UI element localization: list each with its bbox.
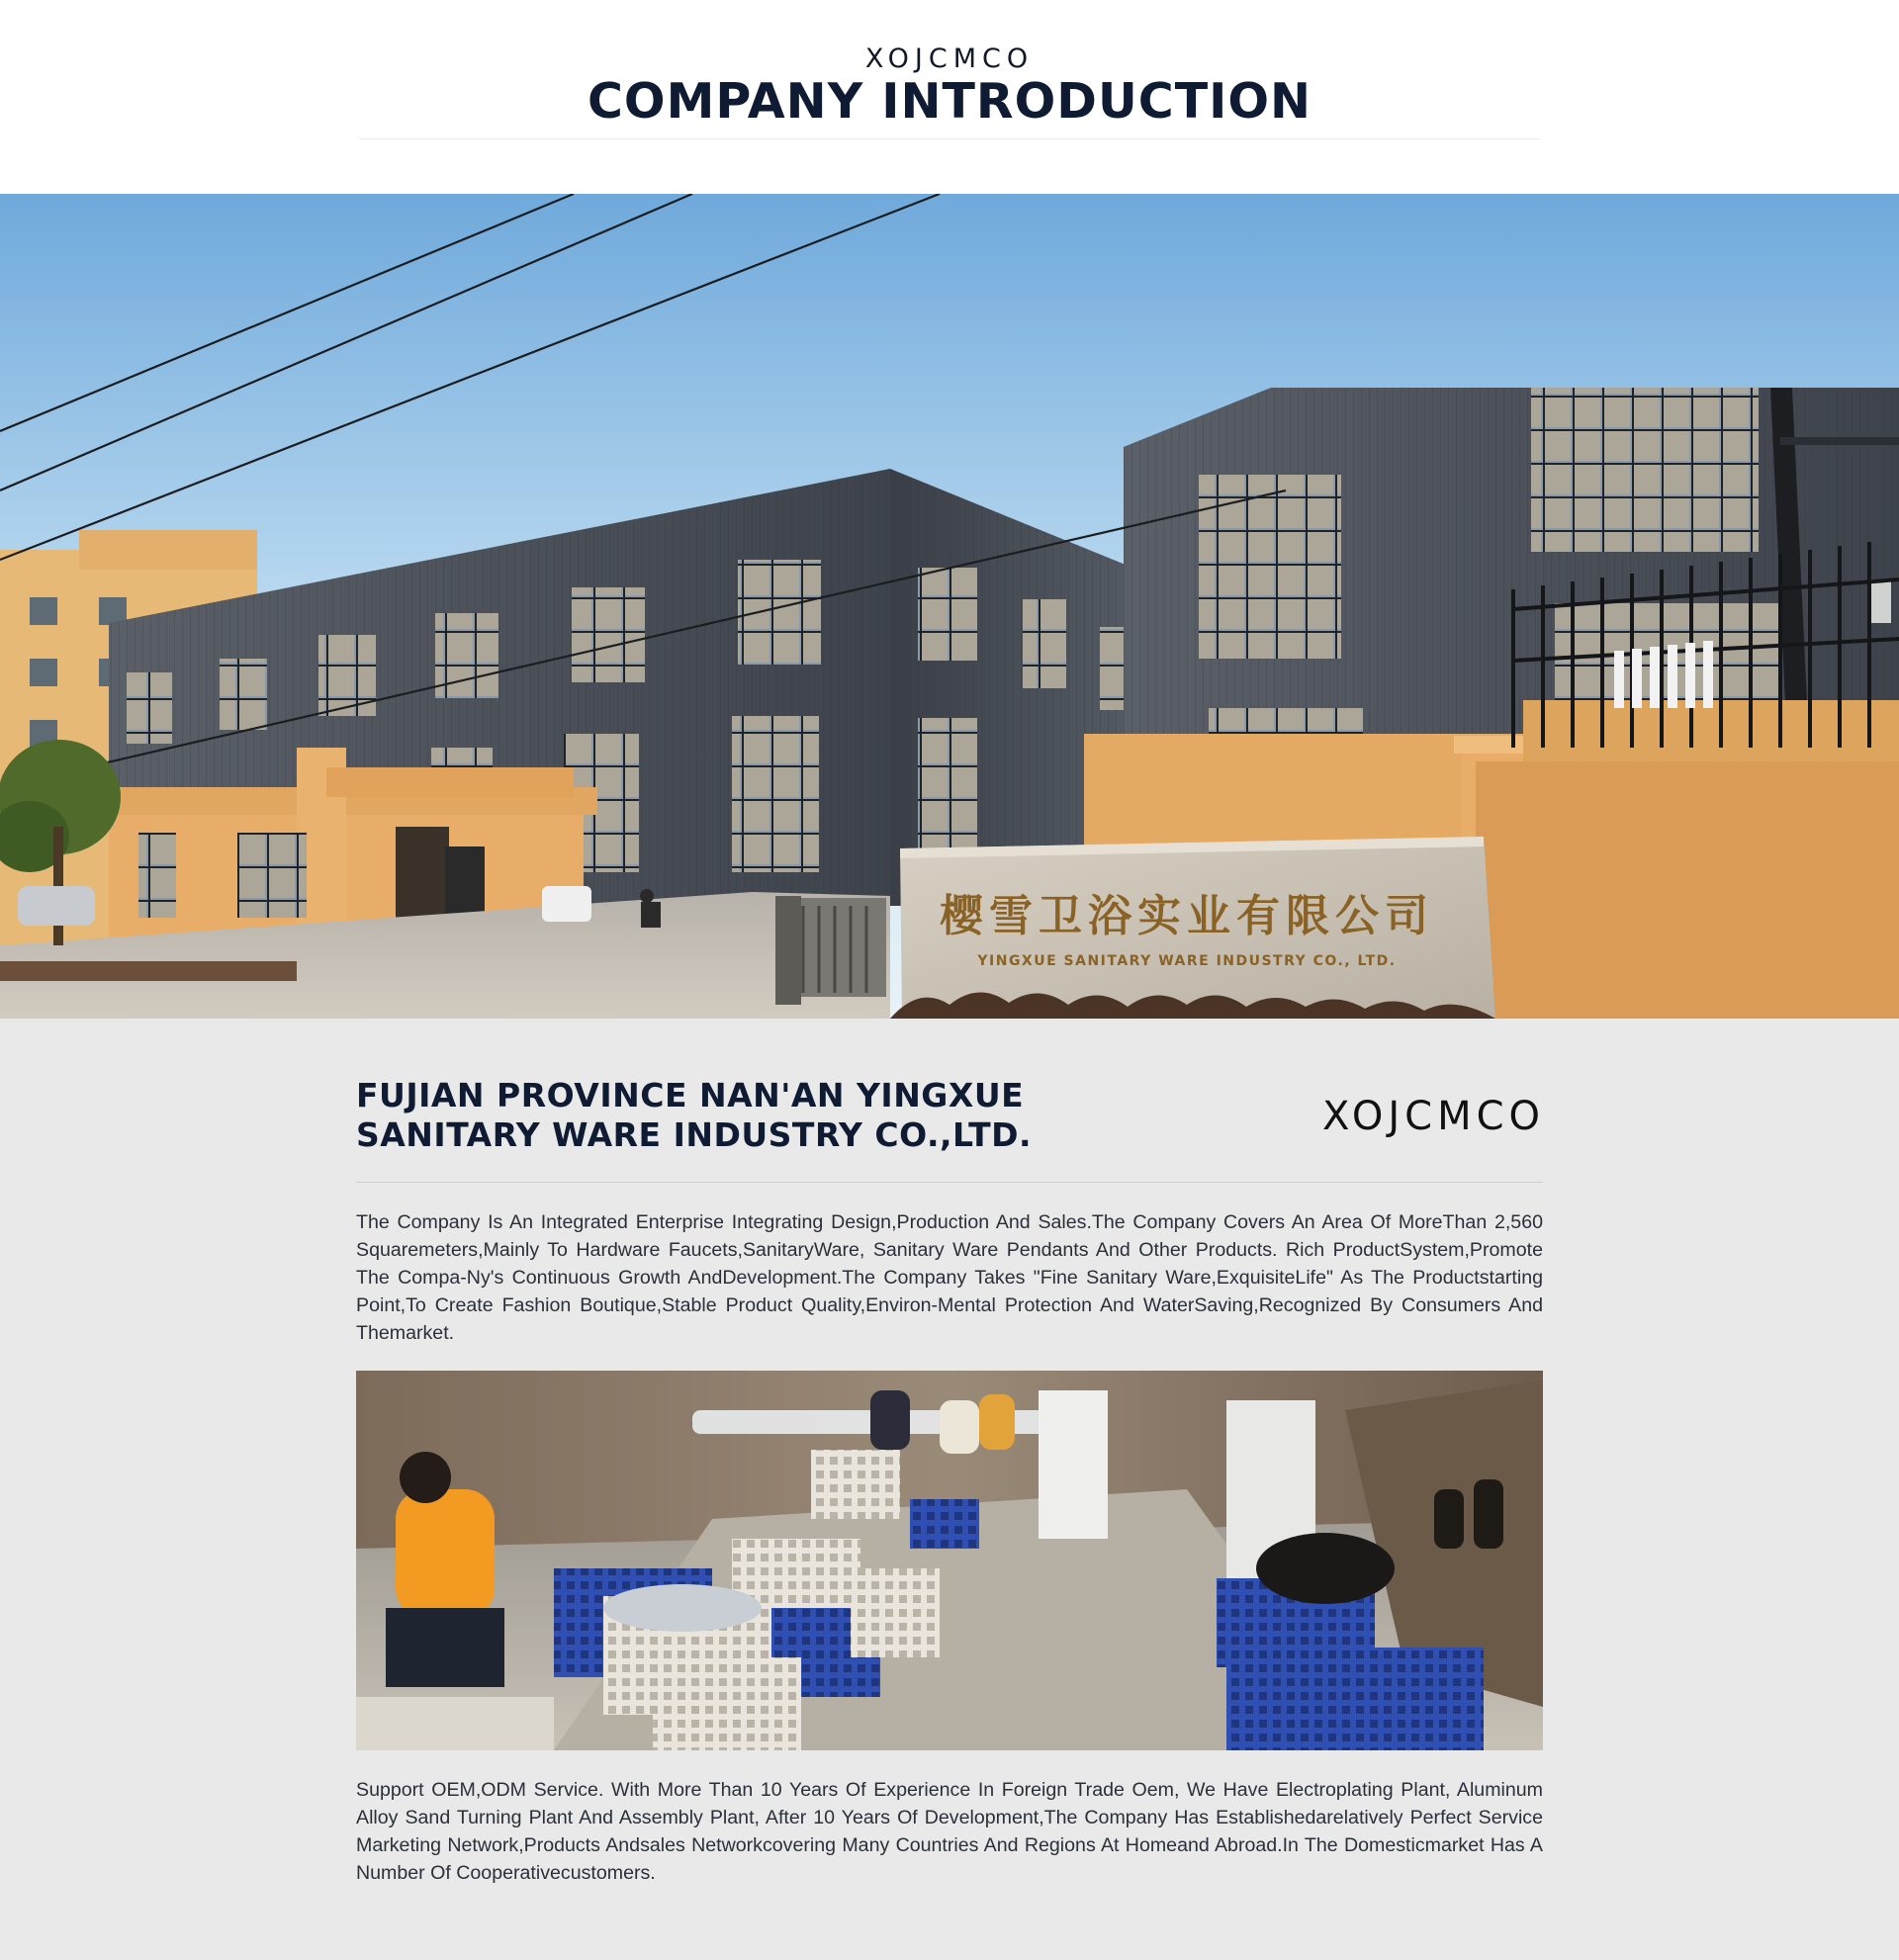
page-header (0, 0, 1899, 194)
header-divider (358, 138, 1541, 139)
workshop-interior-photo (356, 1371, 1543, 1750)
factory-sign-english: YINGXUE SANITARY WARE INDUSTRY CO., LTD. (977, 953, 1397, 969)
oem-service-paragraph: Support OEM,ODM Service. With More Than 10 Years Of Experience In Foreign Trade Oem, We Have Electroplating Plant, Aluminum Alloy Sand Turning Plant And Assembly Plant, After 10 Years Of Development,The Company Has Establishedarelatively Perfect Service Marketing Network,Products Andsales Networkcovering Many Countries And Regions At Homeand Abroad.In The Domesticmarket Has A Number Of Cooperativecustomers. (356, 1779, 1543, 1884)
page-title: COMPANY INTRODUCTION (587, 73, 1312, 130)
section-divider (356, 1182, 1543, 1183)
company-description-paragraph: The Company Is An Integrated Enterprise Integrating Design,Production And Sales.The Company Covers An Area Of MoreThan 2,560 Squaremeters,Mainly To Hardware Faucets,SanitaryWare, Sanitary Ware Pendants And Other Products. Rich ProductSystem,Promote The Compa-Ny's Continuous Growth AndDevelopment.The Company Takes "Fine Sanitary Ware,ExquisiteLife" As The Productstarting Point,To Create Fashion Boutique,Stable Product Quality,Environ-Mental Protection And WaterSaving,Recognized By Consumers And Themarket. (356, 1211, 1543, 1344)
company-name-heading (356, 1076, 1108, 1155)
brand-logo-text-secondary: XOJCMCO (1322, 1094, 1545, 1139)
factory-sign-chinese: 樱雪卫浴实业有限公司 (940, 891, 1434, 941)
company-details-section (0, 1019, 1899, 1960)
company-name-line-1: FUJIAN PROVINCE NAN'AN YINGXUE (356, 1076, 1025, 1114)
brand-logo-text: XOJCMCO (864, 44, 1035, 74)
factory-exterior-photo (0, 194, 1899, 1019)
company-name-line-2: SANITARY WARE INDUSTRY CO.,LTD. (356, 1115, 1033, 1154)
